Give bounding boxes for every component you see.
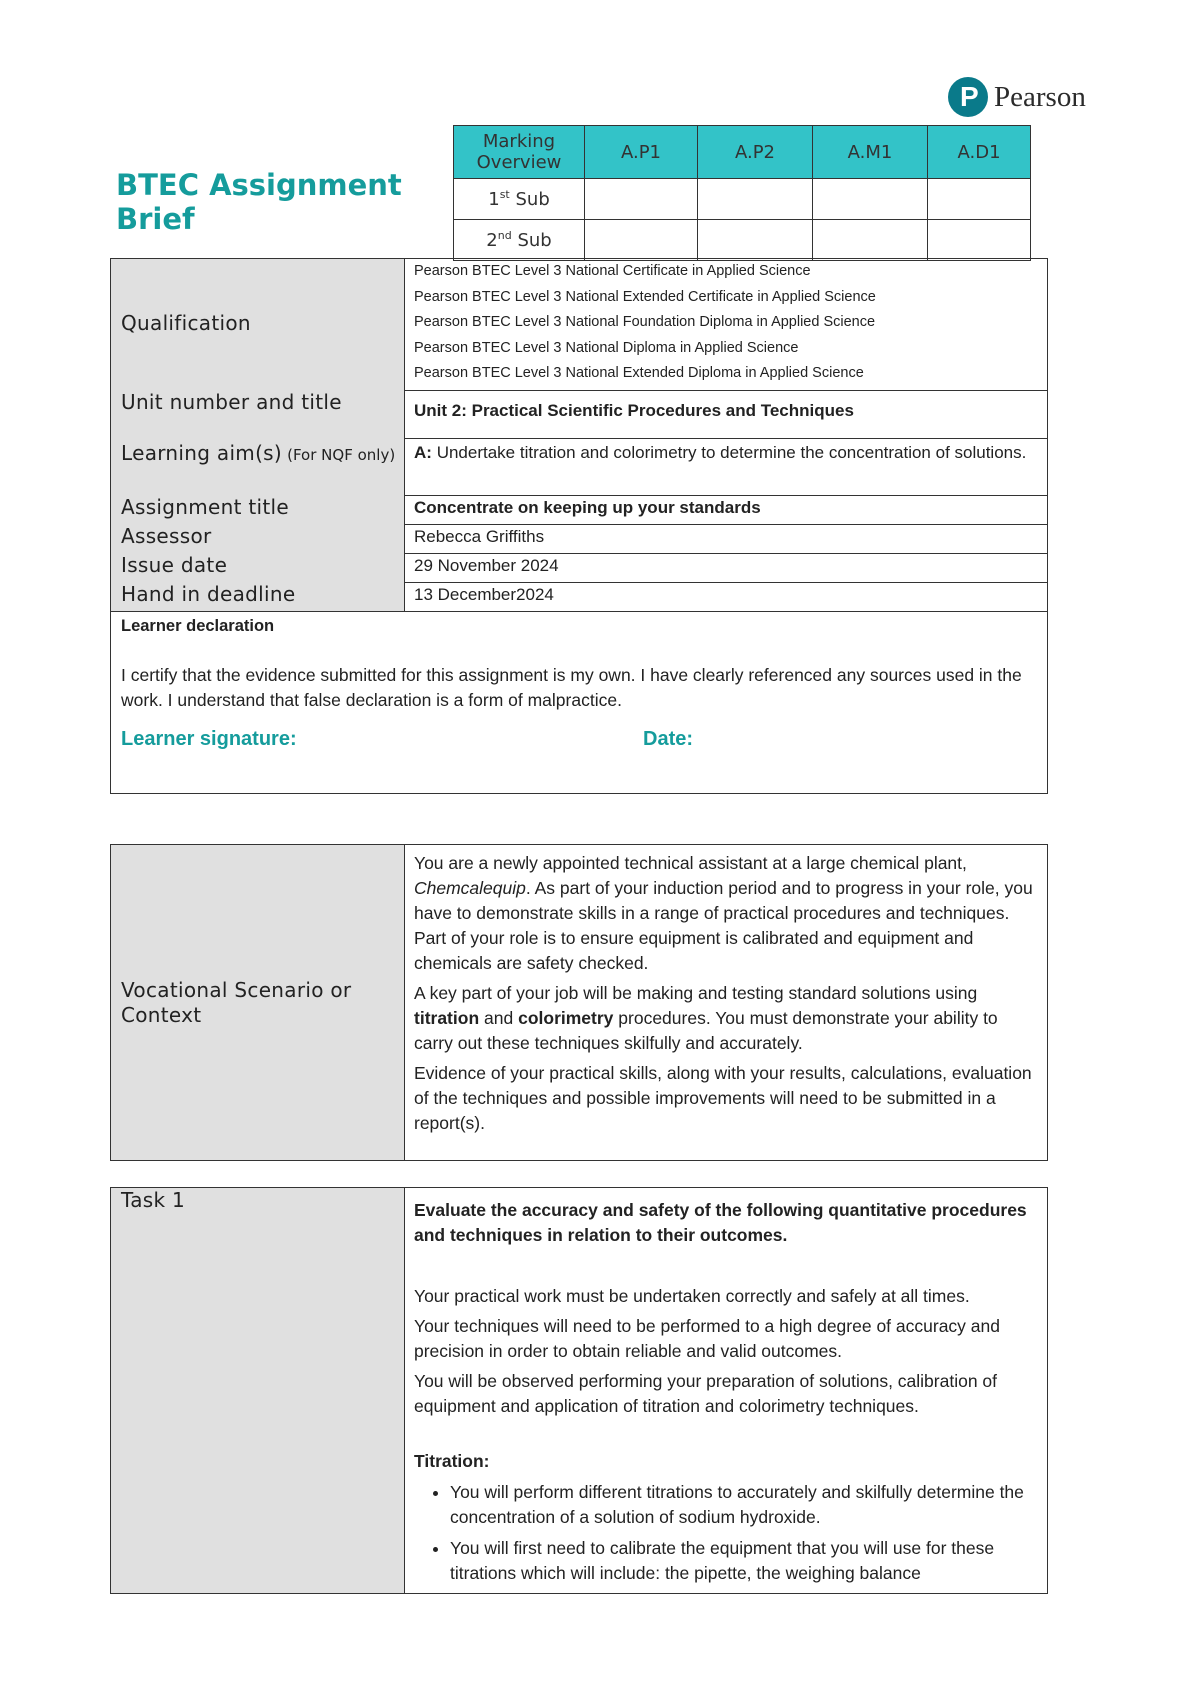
scenario-paragraph: Evidence of your practical skills, along with your results, calculations, evaluation of the techniques and possible improvements will need to be submitted in a report(s). (414, 1063, 1032, 1133)
titration-list (414, 1480, 1035, 1586)
criterion-header: A.D1 (928, 126, 1031, 179)
issue-date-value: 29 November 2024 (414, 556, 559, 575)
scenario-text (414, 851, 1035, 1136)
mark-cell[interactable] (813, 179, 928, 220)
task1-box (110, 1187, 1048, 1594)
submission-label: 2nd Sub (454, 220, 585, 261)
mark-cell[interactable] (698, 220, 813, 261)
date-label: Date: (643, 728, 694, 750)
mark-cell[interactable] (585, 179, 698, 220)
submission-label: 1st Sub (454, 179, 585, 220)
assignment-title-row (111, 495, 1047, 525)
qualification-label-cell (111, 259, 405, 390)
pearson-logo-icon: P (948, 77, 988, 117)
marking-overview-corner: Marking Overview (454, 126, 585, 179)
learning-aim-row (111, 438, 1047, 496)
scenario-box (110, 844, 1048, 1161)
qualification-list (414, 259, 1039, 387)
criterion-header: A.P2 (698, 126, 813, 179)
assignment-title-value: Concentrate on keeping up your standards (414, 498, 761, 517)
scenario-paragraph: You are a newly appointed technical assistant at a large chemical plant, Chemcalequip. As part of your induction period and to progress in your role, you have to demonstrate skills in a range of practical procedures and techniques. Part of your role is to ensure equipment is calibrated and equipment and chemicals are safety checked. (414, 853, 1033, 973)
task1-label-cell (111, 1188, 405, 1593)
issue-date-label: Issue date (121, 553, 228, 577)
scenario-label-cell (111, 845, 405, 1160)
mark-cell[interactable] (813, 220, 928, 261)
task1-heading: Evaluate the accuracy and safety of the following quantitative procedures and techniques in relation to their outcomes. (414, 1200, 1027, 1245)
deadline-value: 13 December2024 (414, 585, 554, 604)
deadline-row (111, 582, 1047, 612)
criterion-header: A.M1 (813, 126, 928, 179)
assessor-row (111, 524, 1047, 554)
unit-value: Unit 2: Practical Scientific Procedures and Techniques (414, 401, 854, 420)
qualification-row (111, 259, 1047, 391)
list-item: • You will perform different titrations to accurately and skilfully determine the concentration of a solution of sodium hydroxide. (450, 1480, 1035, 1530)
assignment-title-label: Assignment title (121, 495, 290, 519)
learner-declaration (121, 614, 1035, 757)
qualification-item: Pearson BTEC Level 3 National Foundation Diploma in Applied Science (414, 314, 876, 330)
assignment-details-box (110, 258, 1048, 794)
learning-aim-label: Learning aim(s) (For NQF only) (121, 441, 396, 465)
list-item: • You will first need to calibrate the equipment that you will use for these titrations which will include: the pipette, the weighing balance (450, 1536, 1035, 1586)
marking-overview-table (453, 125, 1031, 261)
scenario-paragraph: A key part of your job will be making and testing standard solutions using titration and colorimetry procedures. You must demonstrate your ability to carry out these techniques skilfully and accurately. (414, 983, 998, 1053)
task1-content (414, 1198, 1035, 1592)
learning-aim-value: A: Undertake titration and colorimetry to determine the concentration of solutions. (414, 443, 1027, 462)
task1-paragraph: Your practical work must be undertaken correctly and safely at all times. (414, 1286, 970, 1306)
assessor-value: Rebecca Griffiths (414, 527, 545, 546)
titration-heading: Titration: (414, 1451, 490, 1471)
mark-cell[interactable] (928, 220, 1031, 261)
qualification-item: Pearson BTEC Level 3 National Diploma in Applied Science (414, 339, 799, 356)
mark-cell[interactable] (698, 179, 813, 220)
deadline-label: Hand in deadline (121, 582, 296, 606)
criterion-header: A.P1 (585, 126, 698, 179)
task1-paragraph: Your techniques will need to be performed to a high degree of accuracy and precision in order to obtain reliable and valid outcomes. (414, 1316, 1000, 1361)
scenario-label: Vocational Scenario or Context (121, 978, 352, 1027)
task1-paragraph: You will be observed performing your preparation of solutions, calibration of equipment and application of titration and colorimetry techniques. (414, 1371, 998, 1416)
page-title: BTEC Assignment Brief (116, 168, 402, 236)
qualification-item: Pearson BTEC Level 3 National Certificate in Applied Science (414, 263, 811, 279)
declaration-text: I certify that the evidence submitted for this assignment is my own. I have clearly referenced any sources used in the work. I understand that false declaration is a form of malpractice. (121, 665, 1022, 710)
qualification-item: Pearson BTEC Level 3 National Extended Certificate in Applied Science (414, 288, 876, 305)
qualification-label: Qualification (121, 311, 251, 335)
task1-label: Task 1 (121, 1188, 186, 1212)
declaration-heading: Learner declaration (121, 617, 275, 635)
learner-signature-label: Learner signature: (121, 728, 297, 750)
mark-cell[interactable] (928, 179, 1031, 220)
unit-row (111, 390, 1047, 439)
pearson-logo-text: Pearson (994, 80, 1086, 113)
qualification-item: Pearson BTEC Level 3 National Extended Diploma in Applied Science (414, 365, 864, 381)
mark-cell[interactable] (585, 220, 698, 261)
pearson-logo (948, 74, 1098, 120)
assessor-label: Assessor (121, 524, 212, 548)
issue-date-row (111, 553, 1047, 583)
unit-label: Unit number and title (121, 390, 342, 414)
